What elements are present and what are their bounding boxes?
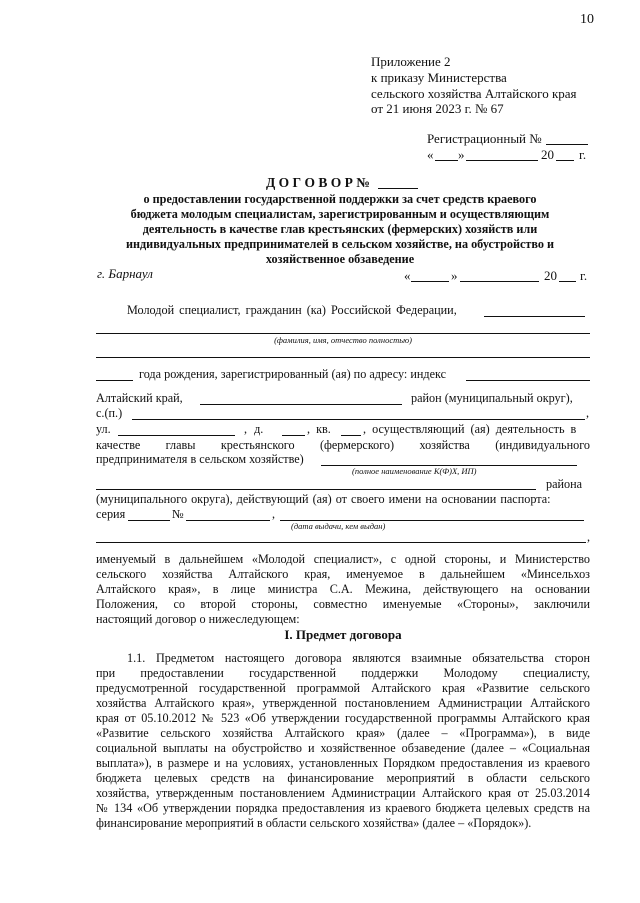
kfh-hint: (полное наименование К(Ф)Х, ИП): [352, 466, 477, 476]
passport-comma: ,: [272, 507, 276, 521]
page-number: 10: [580, 12, 594, 27]
specialist-name-blank-1: [484, 316, 585, 317]
date-open-quote: «: [404, 268, 411, 283]
section-1-line-7: социальной выплаты на обустройство и хозяйственное обзаведение (далее – «Социальная: [96, 741, 590, 755]
house-label: , д.: [244, 422, 264, 436]
municipal-label: (муниципального округа), действующий (ая) от своего имени на основании паспорта:: [96, 492, 551, 506]
preamble-line-2: сельского хозяйства Алтайского края, именуемое в дальнейшем «Минсельхоз: [96, 567, 590, 581]
rayon-label: района: [546, 477, 583, 491]
registration-number-label: Регистрационный №: [427, 131, 542, 146]
appendix-line-1: Приложение 2: [371, 54, 451, 69]
registration-number-blank: [546, 144, 588, 145]
section-1-line-11: № 134 «Об утверждении порядка предоставления из краевого бюджета целевых средств на: [96, 801, 590, 815]
specialist-name-blank-3: [96, 357, 590, 358]
registration-close-quote: »: [458, 147, 465, 162]
settlement-comma: ,: [586, 406, 590, 420]
section-1-line-6: «Развитие сельского хозяйства Алтайского края» (далее – «Программа»), в виде: [96, 726, 590, 740]
issued-hint: (дата выдачи, кем выдан): [291, 521, 386, 531]
role-line-1: качестве главы крестьянского (фермерского) хозяйства (индивидуального: [96, 438, 590, 452]
preamble-line-5: настоящий договор о нижеследующем:: [96, 612, 300, 626]
date-month-blank: [460, 281, 539, 282]
date-day-blank: [411, 281, 449, 282]
specialist-intro: Молодой специалист, гражданин (ка) Российской Федерации,: [127, 303, 457, 317]
title-subtitle-2: бюджета молодым специалистам, зарегистрированным и осуществляющим: [130, 207, 550, 221]
city: г. Барнаул: [97, 266, 153, 281]
apartment-label: , кв.: [307, 422, 331, 436]
date-year-blank: [559, 281, 576, 282]
passport-series-label: серия: [96, 507, 126, 521]
section-1-heading: I. Предмет договора: [284, 627, 402, 642]
preamble-line-4: Положения, со второй стороны, совместно именуемые «Стороны», заключили: [96, 597, 590, 611]
date-year-suffix: г.: [580, 268, 588, 283]
apartment-blank: [341, 435, 361, 436]
activity-label: , осуществляющий (ая) деятельность в: [363, 422, 577, 436]
registration-year-blank: [556, 160, 574, 161]
district-blank: [200, 404, 402, 405]
title-subtitle-3: деятельность в качестве глав крестьянских (фермерских) хозяйств или: [142, 222, 538, 236]
appendix-line-2: к приказу Министерства: [371, 70, 507, 85]
street-blank: [118, 435, 235, 436]
role-line-2: предпринимателя в сельском хозяйстве): [96, 452, 304, 466]
appendix-line-4: от 21 июня 2023 г. № 67: [371, 101, 504, 116]
document-title: Д О Г О В О Р №: [266, 175, 370, 190]
section-1-line-4: хозяйства Алтайского края», утвержденной постановлением Администрации Алтайского: [96, 696, 590, 710]
passport-series-blank: [128, 520, 170, 521]
street-label: ул.: [96, 422, 111, 436]
section-1-line-9: бюджета целевых средств на финансирование мероприятий в области сельского: [96, 771, 590, 785]
section-1-line-5: края от 05.10.2012 № 523 «Об утверждении государственной программы Алтайского края: [96, 711, 590, 725]
date-close-quote: »: [451, 268, 458, 283]
fio-hint: (фамилия, имя, отчество полностью): [274, 335, 412, 345]
section-1-line-10: хозяйства, утвержденным постановлением Администрации Алтайского края от 25.03.2014: [96, 786, 590, 800]
birth-address-label: года рождения, зарегистрированный (ая) по адресу: индекс: [139, 367, 447, 381]
contract-number-blank: [378, 188, 418, 189]
title-subtitle-1: о предоставлении государственной поддержки за счет средств краевого: [143, 192, 537, 206]
settlement-blank: [132, 419, 585, 420]
preamble-line-1: именуемый в дальнейшем «Молодой специалист», с одной стороны, и Министерство: [96, 552, 590, 566]
passport-number-label: №: [172, 507, 184, 521]
specialist-name-blank-2: [96, 333, 590, 334]
house-blank: [282, 435, 305, 436]
region-label: Алтайский край,: [96, 391, 183, 405]
section-1-line-1: 1.1. Предметом настоящего договора являются взаимные обязательства сторон: [127, 651, 590, 665]
postal-index-blank: [466, 380, 590, 381]
registration-year-prefix: 20: [541, 147, 554, 162]
district-label: район (муниципальный округ),: [411, 391, 573, 405]
passport-issued-blank-2: [96, 542, 586, 543]
municipality-blank: [96, 489, 536, 490]
passport-line-comma: ,: [587, 530, 591, 544]
passport-number-blank: [186, 520, 270, 521]
title-subtitle-5: хозяйственное обзаведение: [265, 252, 415, 266]
settlement-label: с.(п.): [96, 406, 123, 420]
date-year-prefix: 20: [544, 268, 557, 283]
registration-open-quote: «: [427, 147, 434, 162]
registration-year-suffix: г.: [579, 147, 587, 162]
registration-month-blank: [466, 160, 538, 161]
appendix-line-3: сельского хозяйства Алтайского края: [371, 86, 577, 101]
birth-year-blank: [96, 380, 133, 381]
title-subtitle-4: индивидуальных предпринимателей в сельском хозяйстве, на обустройство и: [125, 237, 555, 251]
section-1-line-8: выплата»), в размере и на условиях, установленных Порядком предоставления из краевого: [96, 756, 590, 770]
preamble-line-3: Алтайского края», в лице министра С.А. Межина, действующего на основании: [96, 582, 590, 596]
registration-day-blank: [435, 160, 458, 161]
section-1-line-2: при предоставлении государственной поддержки Молодому специалисту,: [96, 666, 590, 680]
section-1-line-12: финансирование мероприятий в области сельского хозяйства» (далее – «Порядок»).: [96, 816, 532, 830]
section-1-line-3: предусмотренной государственной программой Алтайского края «Развитие сельского: [96, 681, 590, 695]
